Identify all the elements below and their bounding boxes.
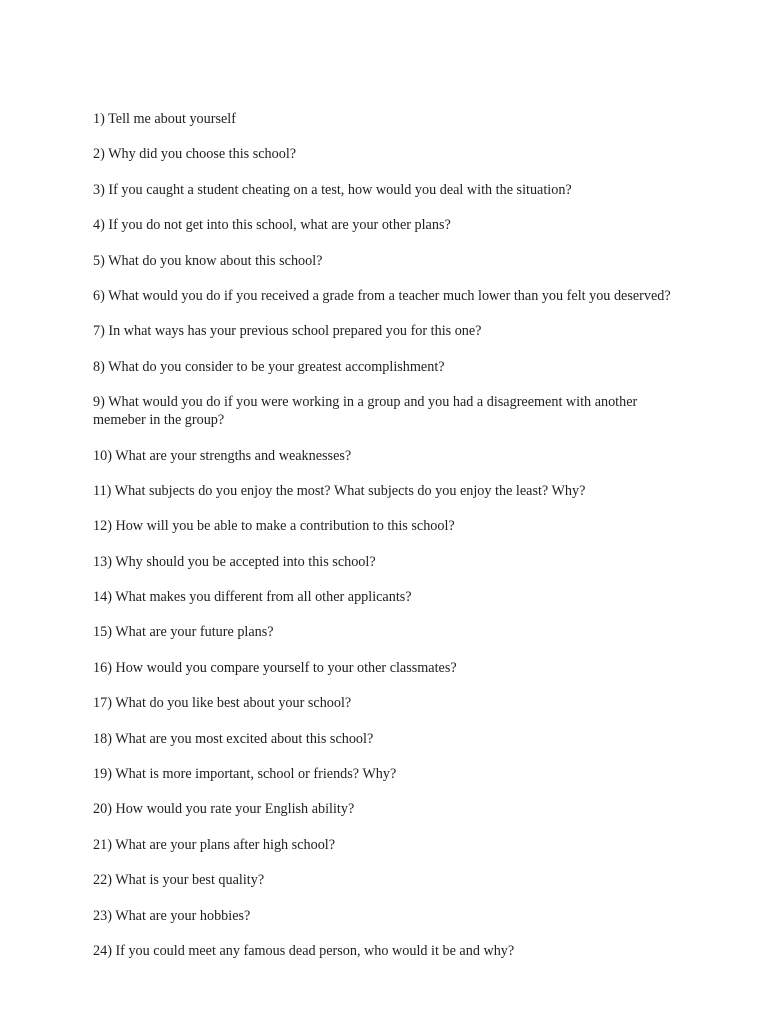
- question-14: 14) What makes you different from all other applicants?: [93, 589, 412, 606]
- question-24: 24) If you could meet any famous dead person, who would it be and why?: [93, 942, 515, 959]
- question-9: 9) What would you do if you were working in a group and you had a disagreement with another memeber in the group?: [93, 394, 638, 429]
- question-12: 12) How will you be able to make a contribution to this school?: [93, 518, 455, 535]
- question-22: 22) What is your best quality?: [93, 872, 265, 889]
- question-20: 20) How would you rate your English ability?: [93, 801, 355, 818]
- question-18: 18) What are you most excited about this school?: [93, 730, 374, 747]
- question-19: 19) What is more important, school or friends? Why?: [93, 766, 397, 783]
- question-13: 13) Why should you be accepted into this school?: [93, 553, 376, 570]
- question-23: 23) What are your hobbies?: [93, 907, 251, 924]
- question-15: 15) What are your future plans?: [93, 624, 274, 641]
- question-5: 5) What do you know about this school?: [93, 252, 323, 269]
- question-8: 8) What do you consider to be your greatest accomplishment?: [93, 358, 445, 375]
- question-17: 17) What do you like best about your school?: [93, 695, 352, 712]
- question-10: 10) What are your strengths and weaknesses?: [93, 447, 352, 464]
- question-16: 16) How would you compare yourself to your other classmates?: [93, 659, 457, 676]
- question-11: 11) What subjects do you enjoy the most? What subjects do you enjoy the least? Why?: [93, 482, 586, 499]
- question-6: 6) What would you do if you received a grade from a teacher much lower than you felt you deserved?: [93, 287, 671, 304]
- question-list: [93, 110, 673, 977]
- question-21: 21) What are your plans after high school?: [93, 836, 336, 853]
- question-2: 2) Why did you choose this school?: [93, 146, 297, 163]
- question-7: 7) In what ways has your previous school prepared you for this one?: [93, 323, 482, 340]
- question-4: 4) If you do not get into this school, what are your other plans?: [93, 217, 451, 234]
- question-3: 3) If you caught a student cheating on a test, how would you deal with the situation?: [93, 181, 572, 198]
- question-1: 1) Tell me about yourself: [93, 111, 236, 127]
